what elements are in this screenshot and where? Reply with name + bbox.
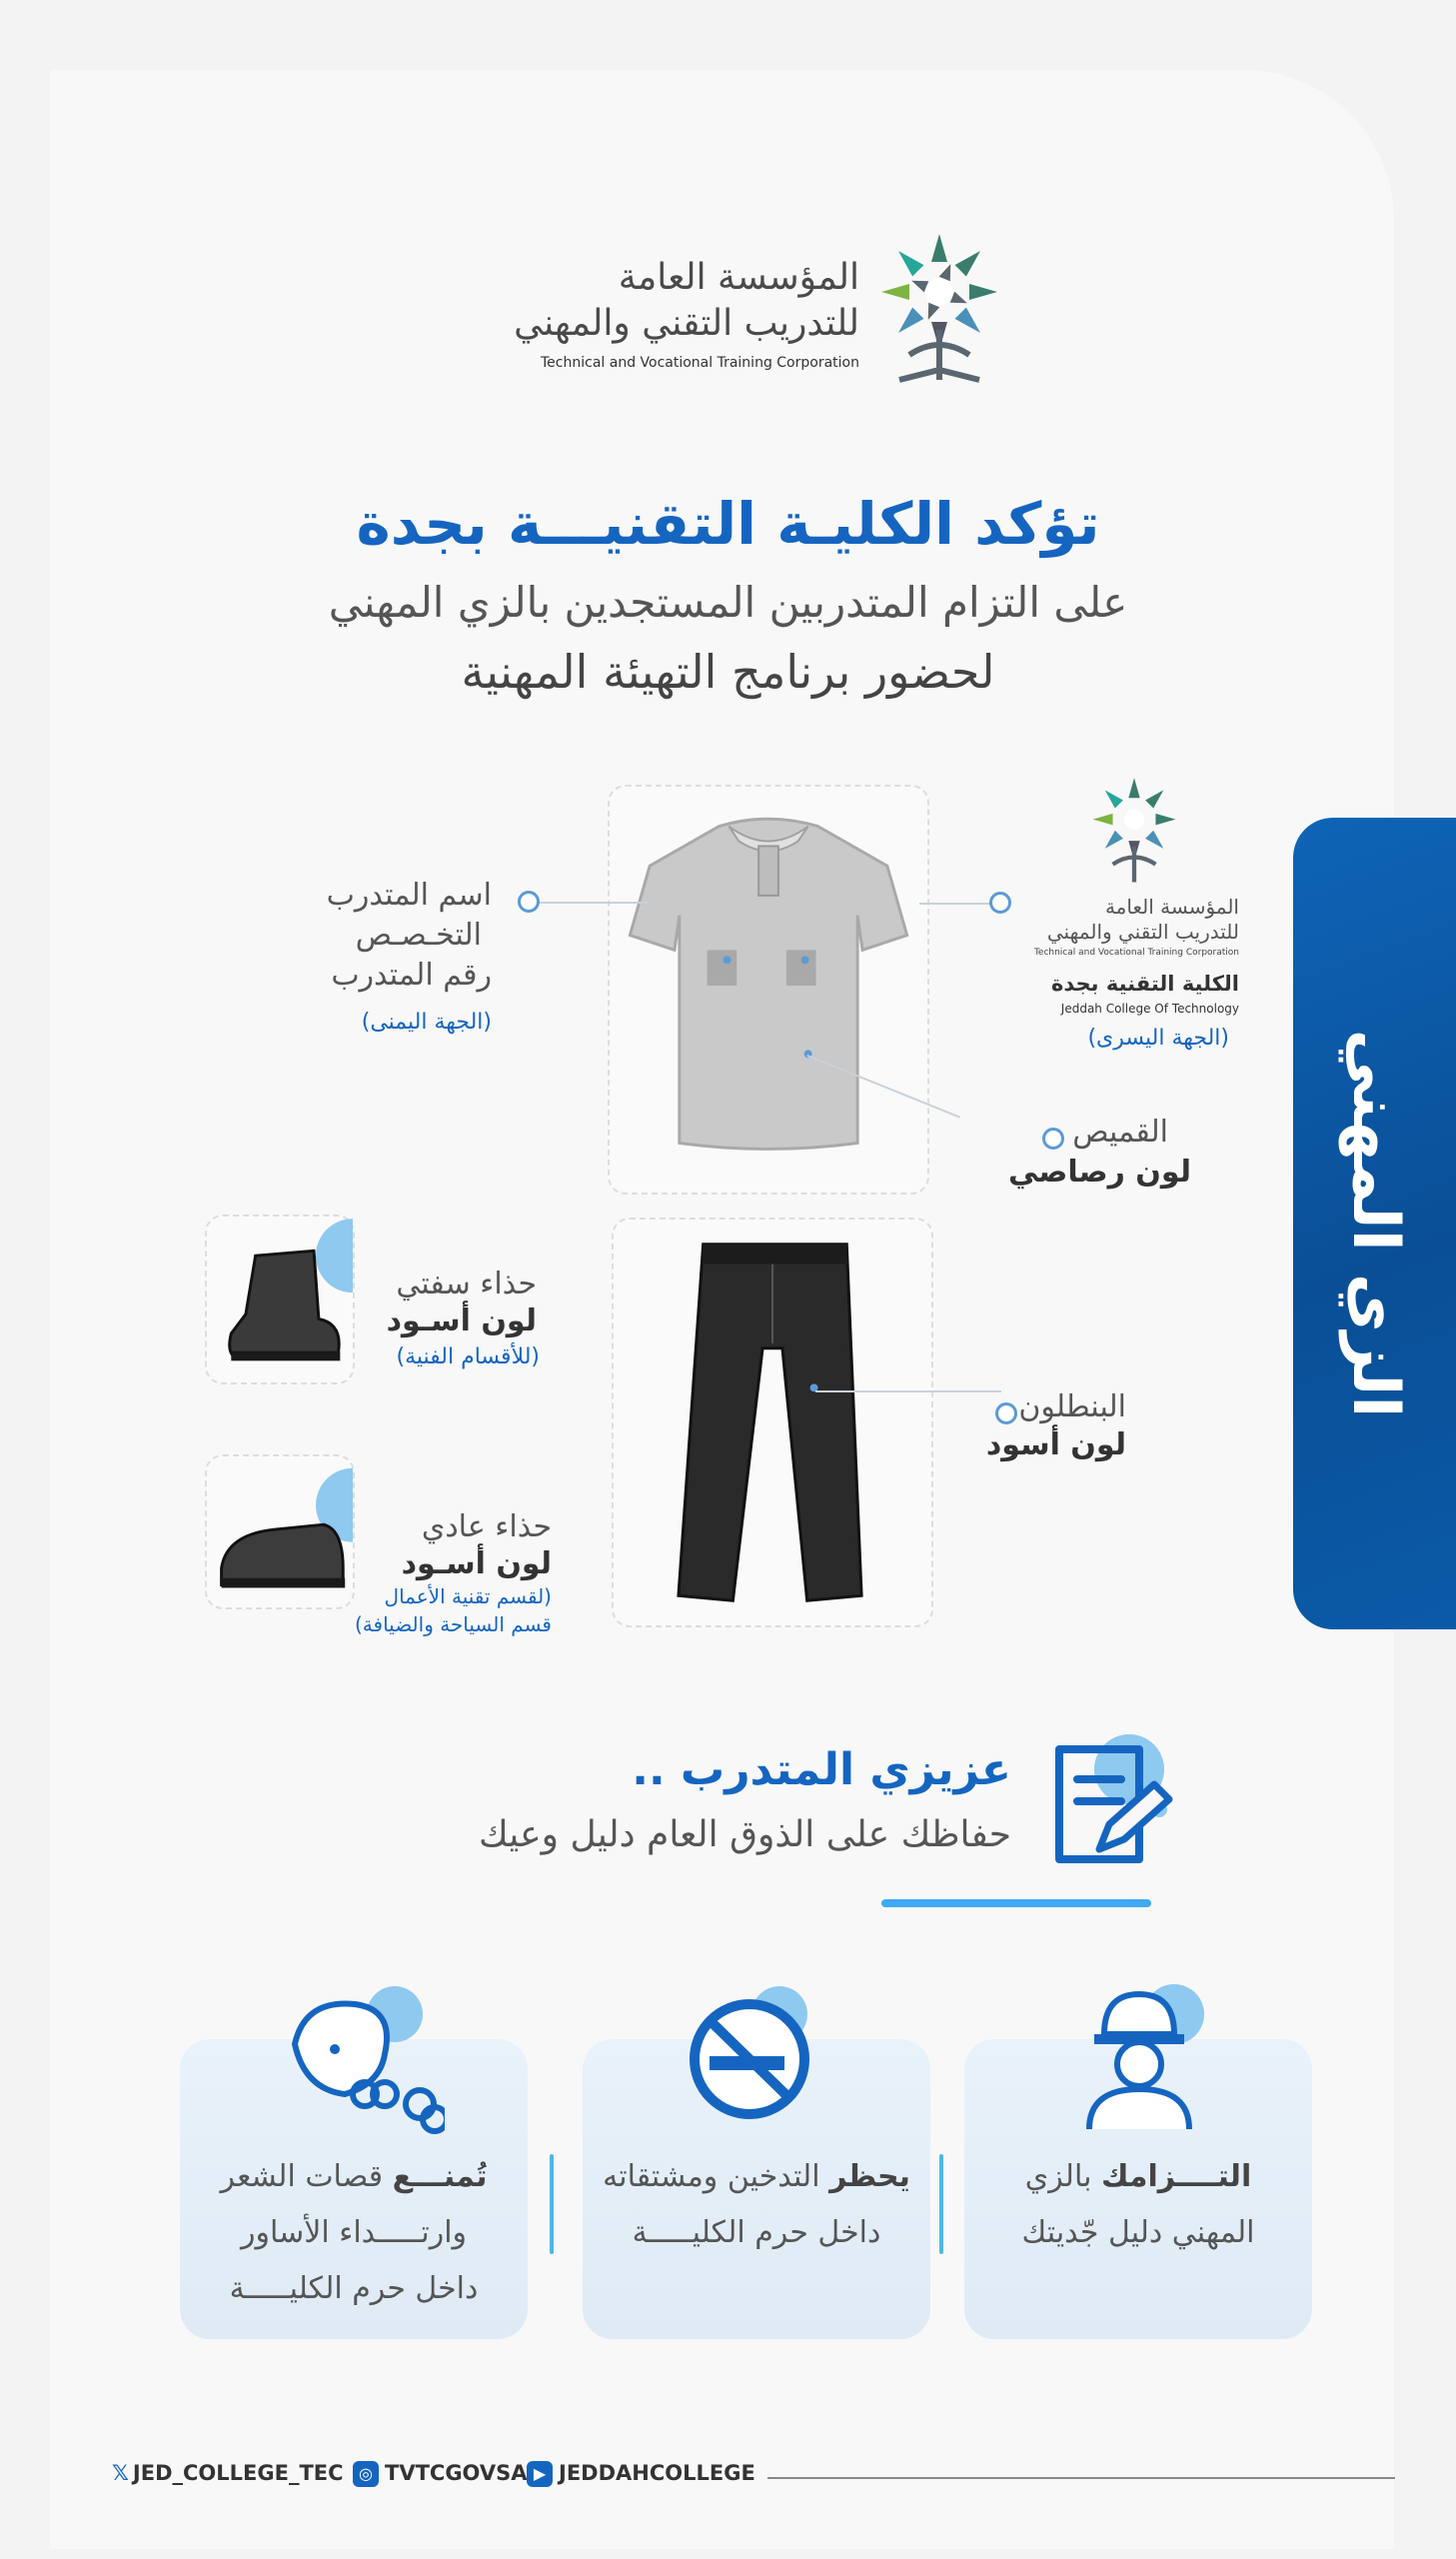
tvtc-emblem-small-icon [1084, 775, 1184, 890]
safety-shoe-image [207, 1217, 353, 1382]
accent-bar [881, 1899, 1151, 1907]
connector-line [538, 902, 648, 904]
pants-label: البنطلون [1018, 1389, 1126, 1424]
footer-rule [767, 2477, 1395, 2479]
youtube-link[interactable]: ▶ JEDDAHCOLLEGE [527, 2461, 755, 2487]
safety-shoe-color: لون أسـود [386, 1303, 537, 1338]
notice-subtitle: حفاظك على الذوق العام دليل وعيك [478, 1814, 1011, 1855]
connector-line [815, 1390, 1001, 1392]
left-logo-college-en: Jeddah College Of Technology [1060, 1002, 1239, 1016]
left-logo-org-line2: للتدريب التقني والمهني [1046, 920, 1239, 944]
left-logo-org-line1: المؤسسة العامة [1104, 895, 1239, 919]
rule-hair-text: تُمنـــع قصات الشعر وارتـــــداء الأساور داخل حرم الكليـــــة [220, 2159, 488, 2306]
instagram-link[interactable]: ◎ TVTCGOVSA [353, 2461, 527, 2487]
trainee-number-label: رقم المتدرب [331, 958, 492, 993]
no-smoking-icon [680, 1984, 819, 2124]
org-name-en: Technical and Vocational Training Corporation [541, 355, 859, 371]
regular-shoe-image [207, 1456, 353, 1607]
rule-uniform-text: التــــزامك بالزي المهني دليل جّديتك [1021, 2159, 1255, 2250]
rule-divider [939, 2154, 943, 2254]
hotspot-circle [995, 1402, 1017, 1424]
regular-shoe-note-line1: (لقسم تقنية الأعمال [384, 1584, 552, 1608]
connector-line [919, 903, 997, 905]
scissors-haircut-icon [275, 1984, 445, 2134]
shirt-box [608, 785, 929, 1195]
safety-shoe-note: (للأقسام الفنية) [396, 1344, 540, 1369]
x-link[interactable]: 𝕏 JED_COLLEGE_TEC [112, 2461, 344, 2485]
form-pencil-icon [1029, 1729, 1179, 1879]
shirt-color: لون رصاصي [1008, 1155, 1191, 1190]
hotspot-circle [518, 891, 540, 913]
x-logo-icon: 𝕏 [112, 2461, 129, 2485]
rule-divider [550, 2154, 554, 2254]
hotspot-circle [989, 892, 1011, 914]
hotspot-circle [1042, 1128, 1064, 1150]
pants-color: لون أسود [985, 1427, 1126, 1462]
notice-title: عزيزي المتدرب .. [632, 1744, 1011, 1795]
shirt-label: القميص [1072, 1115, 1168, 1150]
side-tab-title: الزي المهني [1337, 1029, 1412, 1418]
shirt-image [610, 787, 927, 1193]
subtitle-line2: لحضور برنامج التهيئة المهنية [461, 645, 995, 699]
right-side-caption: (الجهة اليمنى) [361, 1010, 492, 1035]
side-tab-banner [1293, 818, 1456, 1629]
regular-shoe-label: حذاء عادي [421, 1509, 552, 1544]
tvtc-logo [510, 225, 1009, 395]
org-name-ar-line2: للتدريب التقني والمهني [514, 303, 859, 344]
pants-box [612, 1218, 933, 1627]
left-side-caption: (الجهة اليسرى) [1087, 1026, 1229, 1051]
specialization-label: التخـصـص [355, 918, 482, 953]
worker-helmet-icon [1069, 1979, 1209, 2129]
left-logo-college-ar: الكلية التقنية بجدة [1051, 972, 1239, 996]
org-name-ar-line1: المؤسسة العامة [618, 257, 859, 298]
youtube-icon: ▶ [527, 2461, 553, 2487]
pants-image [614, 1220, 931, 1625]
regular-shoe-color: لون أسـود [401, 1546, 552, 1581]
regular-shoe-box [205, 1454, 355, 1609]
main-title: تؤكد الكليـة التقنيـــة بجدة [356, 490, 1100, 558]
instagram-icon: ◎ [353, 2461, 379, 2487]
tvtc-emblem-icon [869, 230, 1009, 390]
rule-smoking-text: يحظر التدخين ومشتقاته داخل حرم الكليـــــة [603, 2159, 910, 2250]
trainee-name-label: اسم المتدرب [326, 878, 492, 913]
left-logo-org-en: Technical and Vocational Training Corporation [1033, 948, 1239, 958]
safety-shoe-box [205, 1215, 355, 1384]
safety-shoe-label: حذاء سفتي [396, 1267, 537, 1301]
subtitle-line1: على التزام المتدربين المستجدين بالزي المهني [328, 578, 1128, 627]
regular-shoe-note-line2: قسم السياحة والضيافة) [354, 1612, 552, 1636]
